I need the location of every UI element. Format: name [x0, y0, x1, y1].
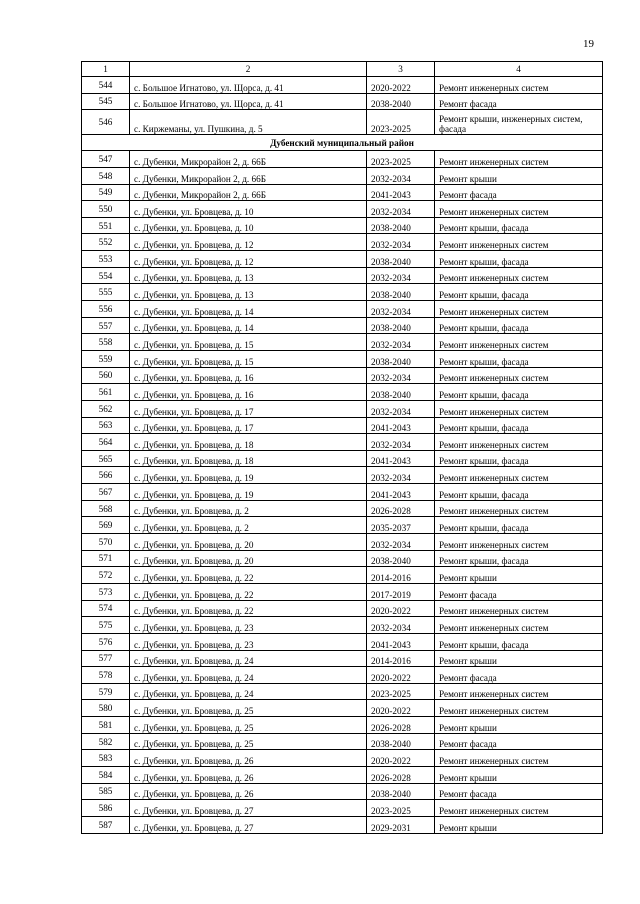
table-row — [82, 583, 603, 600]
row-work-type: Ремонт крыши, фасада — [435, 450, 603, 467]
row-address: с. Дубенки, ул. Бровцева, д. 26 — [130, 766, 367, 783]
row-address: с. Дубенки, ул. Бровцева, д. 16 — [130, 384, 367, 401]
section-row — [82, 135, 603, 151]
row-work-type: Ремонт крыши, фасада — [435, 550, 603, 567]
table-header-row — [82, 62, 603, 77]
row-address: с. Дубенки, ул. Бровцева, д. 17 — [130, 400, 367, 417]
row-work-type: Ремонт инженерных систем — [435, 700, 603, 717]
row-address: с. Дубенки, ул. Бровцева, д. 19 — [130, 467, 367, 484]
row-work-type: Ремонт фасада — [435, 667, 603, 684]
column-header-period: 3 — [367, 62, 435, 77]
table-row — [82, 766, 603, 783]
row-period: 2026-2028 — [367, 766, 435, 783]
row-number: 565 — [82, 450, 130, 467]
table-row — [82, 400, 603, 417]
table-row — [82, 301, 603, 318]
row-number: 566 — [82, 467, 130, 484]
table-row — [82, 417, 603, 434]
row-address: с. Дубенки, ул. Бровцева, д. 22 — [130, 600, 367, 617]
table-row — [82, 201, 603, 218]
row-address: с. Дубенки, ул. Бровцева, д. 13 — [130, 284, 367, 301]
row-work-type: Ремонт инженерных систем — [435, 500, 603, 517]
row-work-type: Ремонт инженерных систем — [435, 534, 603, 551]
row-period: 2038-2040 — [367, 317, 435, 334]
table-body — [82, 62, 603, 834]
table-row — [82, 450, 603, 467]
row-number: 553 — [82, 251, 130, 268]
row-address: с. Дубенки, ул. Бровцева, д. 12 — [130, 251, 367, 268]
row-work-type: Ремонт крыши, фасада — [435, 251, 603, 268]
row-work-type: Ремонт инженерных систем — [435, 234, 603, 251]
row-address: с. Дубенки, ул. Бровцева, д. 15 — [130, 334, 367, 351]
row-period: 2020-2022 — [367, 750, 435, 767]
row-address: с. Большое Игнатово, ул. Щорса, д. 41 — [130, 77, 367, 94]
row-period: 2038-2040 — [367, 550, 435, 567]
row-address: с. Дубенки, Микрорайон 2, д. 66Б — [130, 184, 367, 201]
row-number: 578 — [82, 667, 130, 684]
row-address: с. Дубенки, ул. Бровцева, д. 25 — [130, 700, 367, 717]
table-row — [82, 816, 603, 833]
table-row — [82, 500, 603, 517]
row-address: с. Дубенки, ул. Бровцева, д. 12 — [130, 234, 367, 251]
page-number: 19 — [583, 38, 594, 50]
row-work-type: Ремонт крыши, фасада — [435, 417, 603, 434]
table-row — [82, 750, 603, 767]
table-row — [82, 717, 603, 734]
row-number: 563 — [82, 417, 130, 434]
row-period: 2023-2025 — [367, 800, 435, 817]
row-work-type: Ремонт инженерных систем — [435, 367, 603, 384]
row-number: 549 — [82, 184, 130, 201]
row-work-type: Ремонт крыши — [435, 167, 603, 184]
table-row — [82, 633, 603, 650]
row-period: 2017-2019 — [367, 583, 435, 600]
row-period: 2029-2031 — [367, 816, 435, 833]
table-row — [82, 234, 603, 251]
row-address: с. Дубенки, Микрорайон 2, д. 66Б — [130, 167, 367, 184]
table-row — [82, 683, 603, 700]
table-row — [82, 667, 603, 684]
row-period: 2032-2034 — [367, 334, 435, 351]
row-work-type: Ремонт инженерных систем — [435, 600, 603, 617]
row-period: 2020-2022 — [367, 700, 435, 717]
row-address: с. Дубенки, ул. Бровцева, д. 27 — [130, 816, 367, 833]
row-work-type: Ремонт фасада — [435, 733, 603, 750]
row-period: 2032-2034 — [367, 434, 435, 451]
row-work-type: Ремонт крыши, фасада — [435, 317, 603, 334]
row-address: с. Дубенки, ул. Бровцева, д. 26 — [130, 783, 367, 800]
row-address: с. Дубенки, ул. Бровцева, д. 16 — [130, 367, 367, 384]
row-number: 571 — [82, 550, 130, 567]
row-work-type: Ремонт крыши, фасада — [435, 484, 603, 501]
table-row — [82, 77, 603, 94]
row-address: с. Дубенки, ул. Бровцева, д. 23 — [130, 633, 367, 650]
row-period: 2041-2043 — [367, 484, 435, 501]
table-row — [82, 700, 603, 717]
row-address: с. Дубенки, ул. Бровцева, д. 24 — [130, 683, 367, 700]
row-number: 544 — [82, 77, 130, 94]
row-period: 2038-2040 — [367, 384, 435, 401]
row-number: 587 — [82, 816, 130, 833]
row-address: с. Дубенки, ул. Бровцева, д. 27 — [130, 800, 367, 817]
row-number: 574 — [82, 600, 130, 617]
row-address: с. Дубенки, ул. Бровцева, д. 14 — [130, 301, 367, 318]
row-work-type: Ремонт крыши — [435, 650, 603, 667]
row-period: 2026-2028 — [367, 500, 435, 517]
row-address: с. Дубенки, ул. Бровцева, д. 13 — [130, 267, 367, 284]
row-number: 548 — [82, 167, 130, 184]
row-address: с. Дубенки, ул. Бровцева, д. 20 — [130, 550, 367, 567]
row-period: 2038-2040 — [367, 350, 435, 367]
row-period: 2014-2016 — [367, 567, 435, 584]
row-period: 2023-2025 — [367, 683, 435, 700]
column-header-work: 4 — [435, 62, 603, 77]
table-row — [82, 534, 603, 551]
row-work-type: Ремонт крыши, фасада — [435, 517, 603, 534]
row-number: 555 — [82, 284, 130, 301]
table-row — [82, 251, 603, 268]
table-row — [82, 434, 603, 451]
row-period: 2014-2016 — [367, 650, 435, 667]
row-number: 569 — [82, 517, 130, 534]
row-period: 2041-2043 — [367, 417, 435, 434]
row-period: 2041-2043 — [367, 184, 435, 201]
table-row — [82, 733, 603, 750]
row-work-type: Ремонт инженерных систем — [435, 400, 603, 417]
table-row — [82, 350, 603, 367]
row-work-type: Ремонт инженерных систем — [435, 683, 603, 700]
row-period: 2023-2025 — [367, 110, 435, 135]
row-period: 2035-2037 — [367, 517, 435, 534]
row-address: с. Дубенки, ул. Бровцева, д. 25 — [130, 717, 367, 734]
row-number: 557 — [82, 317, 130, 334]
row-number: 579 — [82, 683, 130, 700]
row-period: 2032-2034 — [367, 467, 435, 484]
row-period: 2038-2040 — [367, 783, 435, 800]
row-work-type: Ремонт крыши, фасада — [435, 284, 603, 301]
row-work-type: Ремонт инженерных систем — [435, 617, 603, 634]
row-address: с. Дубенки, ул. Бровцева, д. 17 — [130, 417, 367, 434]
row-address: с. Дубенки, ул. Бровцева, д. 2 — [130, 517, 367, 534]
row-number: 546 — [82, 110, 130, 135]
table-row — [82, 567, 603, 584]
row-work-type: Ремонт крыши, фасада — [435, 384, 603, 401]
row-period: 2038-2040 — [367, 251, 435, 268]
row-period: 2032-2034 — [367, 301, 435, 318]
row-work-type: Ремонт крыши — [435, 766, 603, 783]
column-header-number: 1 — [82, 62, 130, 77]
row-number: 567 — [82, 484, 130, 501]
table-row — [82, 184, 603, 201]
row-address: с. Дубенки, ул. Бровцева, д. 26 — [130, 750, 367, 767]
table-row — [82, 800, 603, 817]
row-number: 585 — [82, 783, 130, 800]
row-number: 584 — [82, 766, 130, 783]
row-work-type: Ремонт инженерных систем — [435, 301, 603, 318]
row-number: 582 — [82, 733, 130, 750]
column-header-address: 2 — [130, 62, 367, 77]
row-number: 573 — [82, 583, 130, 600]
table-row — [82, 151, 603, 168]
row-period: 2023-2025 — [367, 151, 435, 168]
row-address: с. Большое Игнатово, ул. Щорса, д. 41 — [130, 93, 367, 110]
row-address: с. Дубенки, Микрорайон 2, д. 66Б — [130, 151, 367, 168]
row-number: 583 — [82, 750, 130, 767]
row-work-type: Ремонт инженерных систем — [435, 151, 603, 168]
row-number: 551 — [82, 217, 130, 234]
table-row — [82, 110, 603, 135]
row-number: 568 — [82, 500, 130, 517]
row-work-type: Ремонт крыши, фасада — [435, 350, 603, 367]
row-number: 560 — [82, 367, 130, 384]
row-address: с. Дубенки, ул. Бровцева, д. 24 — [130, 650, 367, 667]
row-work-type: Ремонт крыши, фасада — [435, 217, 603, 234]
row-number: 564 — [82, 434, 130, 451]
row-work-type: Ремонт фасада — [435, 184, 603, 201]
row-work-type: Ремонт инженерных систем — [435, 201, 603, 218]
row-work-type: Ремонт крыши, фасада — [435, 633, 603, 650]
row-period: 2032-2034 — [367, 167, 435, 184]
row-number: 561 — [82, 384, 130, 401]
row-number: 552 — [82, 234, 130, 251]
row-number: 581 — [82, 717, 130, 734]
table-row — [82, 284, 603, 301]
row-period: 2032-2034 — [367, 400, 435, 417]
row-address: с. Дубенки, ул. Бровцева, д. 19 — [130, 484, 367, 501]
row-period: 2020-2022 — [367, 77, 435, 94]
table-row — [82, 267, 603, 284]
row-period: 2041-2043 — [367, 633, 435, 650]
row-work-type: Ремонт фасада — [435, 583, 603, 600]
table-row — [82, 467, 603, 484]
row-number: 556 — [82, 301, 130, 318]
row-number: 562 — [82, 400, 130, 417]
row-work-type: Ремонт инженерных систем — [435, 77, 603, 94]
row-number: 559 — [82, 350, 130, 367]
row-work-type: Ремонт фасада — [435, 93, 603, 110]
row-address: с. Дубенки, ул. Бровцева, д. 10 — [130, 201, 367, 218]
row-number: 554 — [82, 267, 130, 284]
row-period: 2041-2043 — [367, 450, 435, 467]
row-work-type: Ремонт инженерных систем — [435, 334, 603, 351]
row-address: с. Дубенки, ул. Бровцева, д. 18 — [130, 450, 367, 467]
table-row — [82, 484, 603, 501]
table-row — [82, 550, 603, 567]
table-row — [82, 317, 603, 334]
section-title: Дубенский муниципальный район — [82, 135, 603, 151]
row-period: 2032-2034 — [367, 234, 435, 251]
row-number: 570 — [82, 534, 130, 551]
row-number: 580 — [82, 700, 130, 717]
row-work-type: Ремонт крыши — [435, 816, 603, 833]
row-address: с. Дубенки, ул. Бровцева, д. 22 — [130, 567, 367, 584]
row-period: 2038-2040 — [367, 284, 435, 301]
table-row — [82, 650, 603, 667]
table-row — [82, 600, 603, 617]
row-address: с. Дубенки, ул. Бровцева, д. 2 — [130, 500, 367, 517]
row-address: с. Дубенки, ул. Бровцева, д. 23 — [130, 617, 367, 634]
row-period: 2032-2034 — [367, 367, 435, 384]
row-work-type: Ремонт фасада — [435, 783, 603, 800]
row-work-type: Ремонт крыши — [435, 717, 603, 734]
row-address: с. Дубенки, ул. Бровцева, д. 24 — [130, 667, 367, 684]
row-work-type: Ремонт инженерных систем — [435, 267, 603, 284]
row-address: с. Дубенки, ул. Бровцева, д. 10 — [130, 217, 367, 234]
row-number: 558 — [82, 334, 130, 351]
row-number: 577 — [82, 650, 130, 667]
row-address: с. Дубенки, ул. Бровцева, д. 20 — [130, 534, 367, 551]
row-period: 2032-2034 — [367, 201, 435, 218]
table-row — [82, 367, 603, 384]
row-address: с. Дубенки, ул. Бровцева, д. 18 — [130, 434, 367, 451]
table-row — [82, 783, 603, 800]
row-period: 2038-2040 — [367, 733, 435, 750]
registry-table — [81, 61, 603, 834]
row-number: 586 — [82, 800, 130, 817]
row-number: 550 — [82, 201, 130, 218]
row-work-type: Ремонт крыши — [435, 567, 603, 584]
row-address: с. Киржеманы, ул. Пушкина, д. 5 — [130, 110, 367, 135]
table-row — [82, 93, 603, 110]
row-work-type: Ремонт крыши, инженерных систем, фасада — [435, 110, 603, 135]
row-work-type: Ремонт инженерных систем — [435, 467, 603, 484]
row-work-type: Ремонт инженерных систем — [435, 434, 603, 451]
table-row — [82, 384, 603, 401]
row-address: с. Дубенки, ул. Бровцева, д. 14 — [130, 317, 367, 334]
table-row — [82, 517, 603, 534]
table-row — [82, 334, 603, 351]
row-period: 2038-2040 — [367, 93, 435, 110]
row-period: 2032-2034 — [367, 617, 435, 634]
row-period: 2020-2022 — [367, 600, 435, 617]
row-work-type: Ремонт инженерных систем — [435, 800, 603, 817]
row-address: с. Дубенки, ул. Бровцева, д. 15 — [130, 350, 367, 367]
row-number: 547 — [82, 151, 130, 168]
row-number: 572 — [82, 567, 130, 584]
row-period: 2032-2034 — [367, 267, 435, 284]
row-period: 2020-2022 — [367, 667, 435, 684]
row-number: 576 — [82, 633, 130, 650]
row-period: 2026-2028 — [367, 717, 435, 734]
row-period: 2038-2040 — [367, 217, 435, 234]
row-period: 2032-2034 — [367, 534, 435, 551]
table-row — [82, 167, 603, 184]
row-address: с. Дубенки, ул. Бровцева, д. 25 — [130, 733, 367, 750]
row-number: 545 — [82, 93, 130, 110]
table-row — [82, 617, 603, 634]
row-work-type: Ремонт инженерных систем — [435, 750, 603, 767]
row-number: 575 — [82, 617, 130, 634]
row-address: с. Дубенки, ул. Бровцева, д. 22 — [130, 583, 367, 600]
table-row — [82, 217, 603, 234]
